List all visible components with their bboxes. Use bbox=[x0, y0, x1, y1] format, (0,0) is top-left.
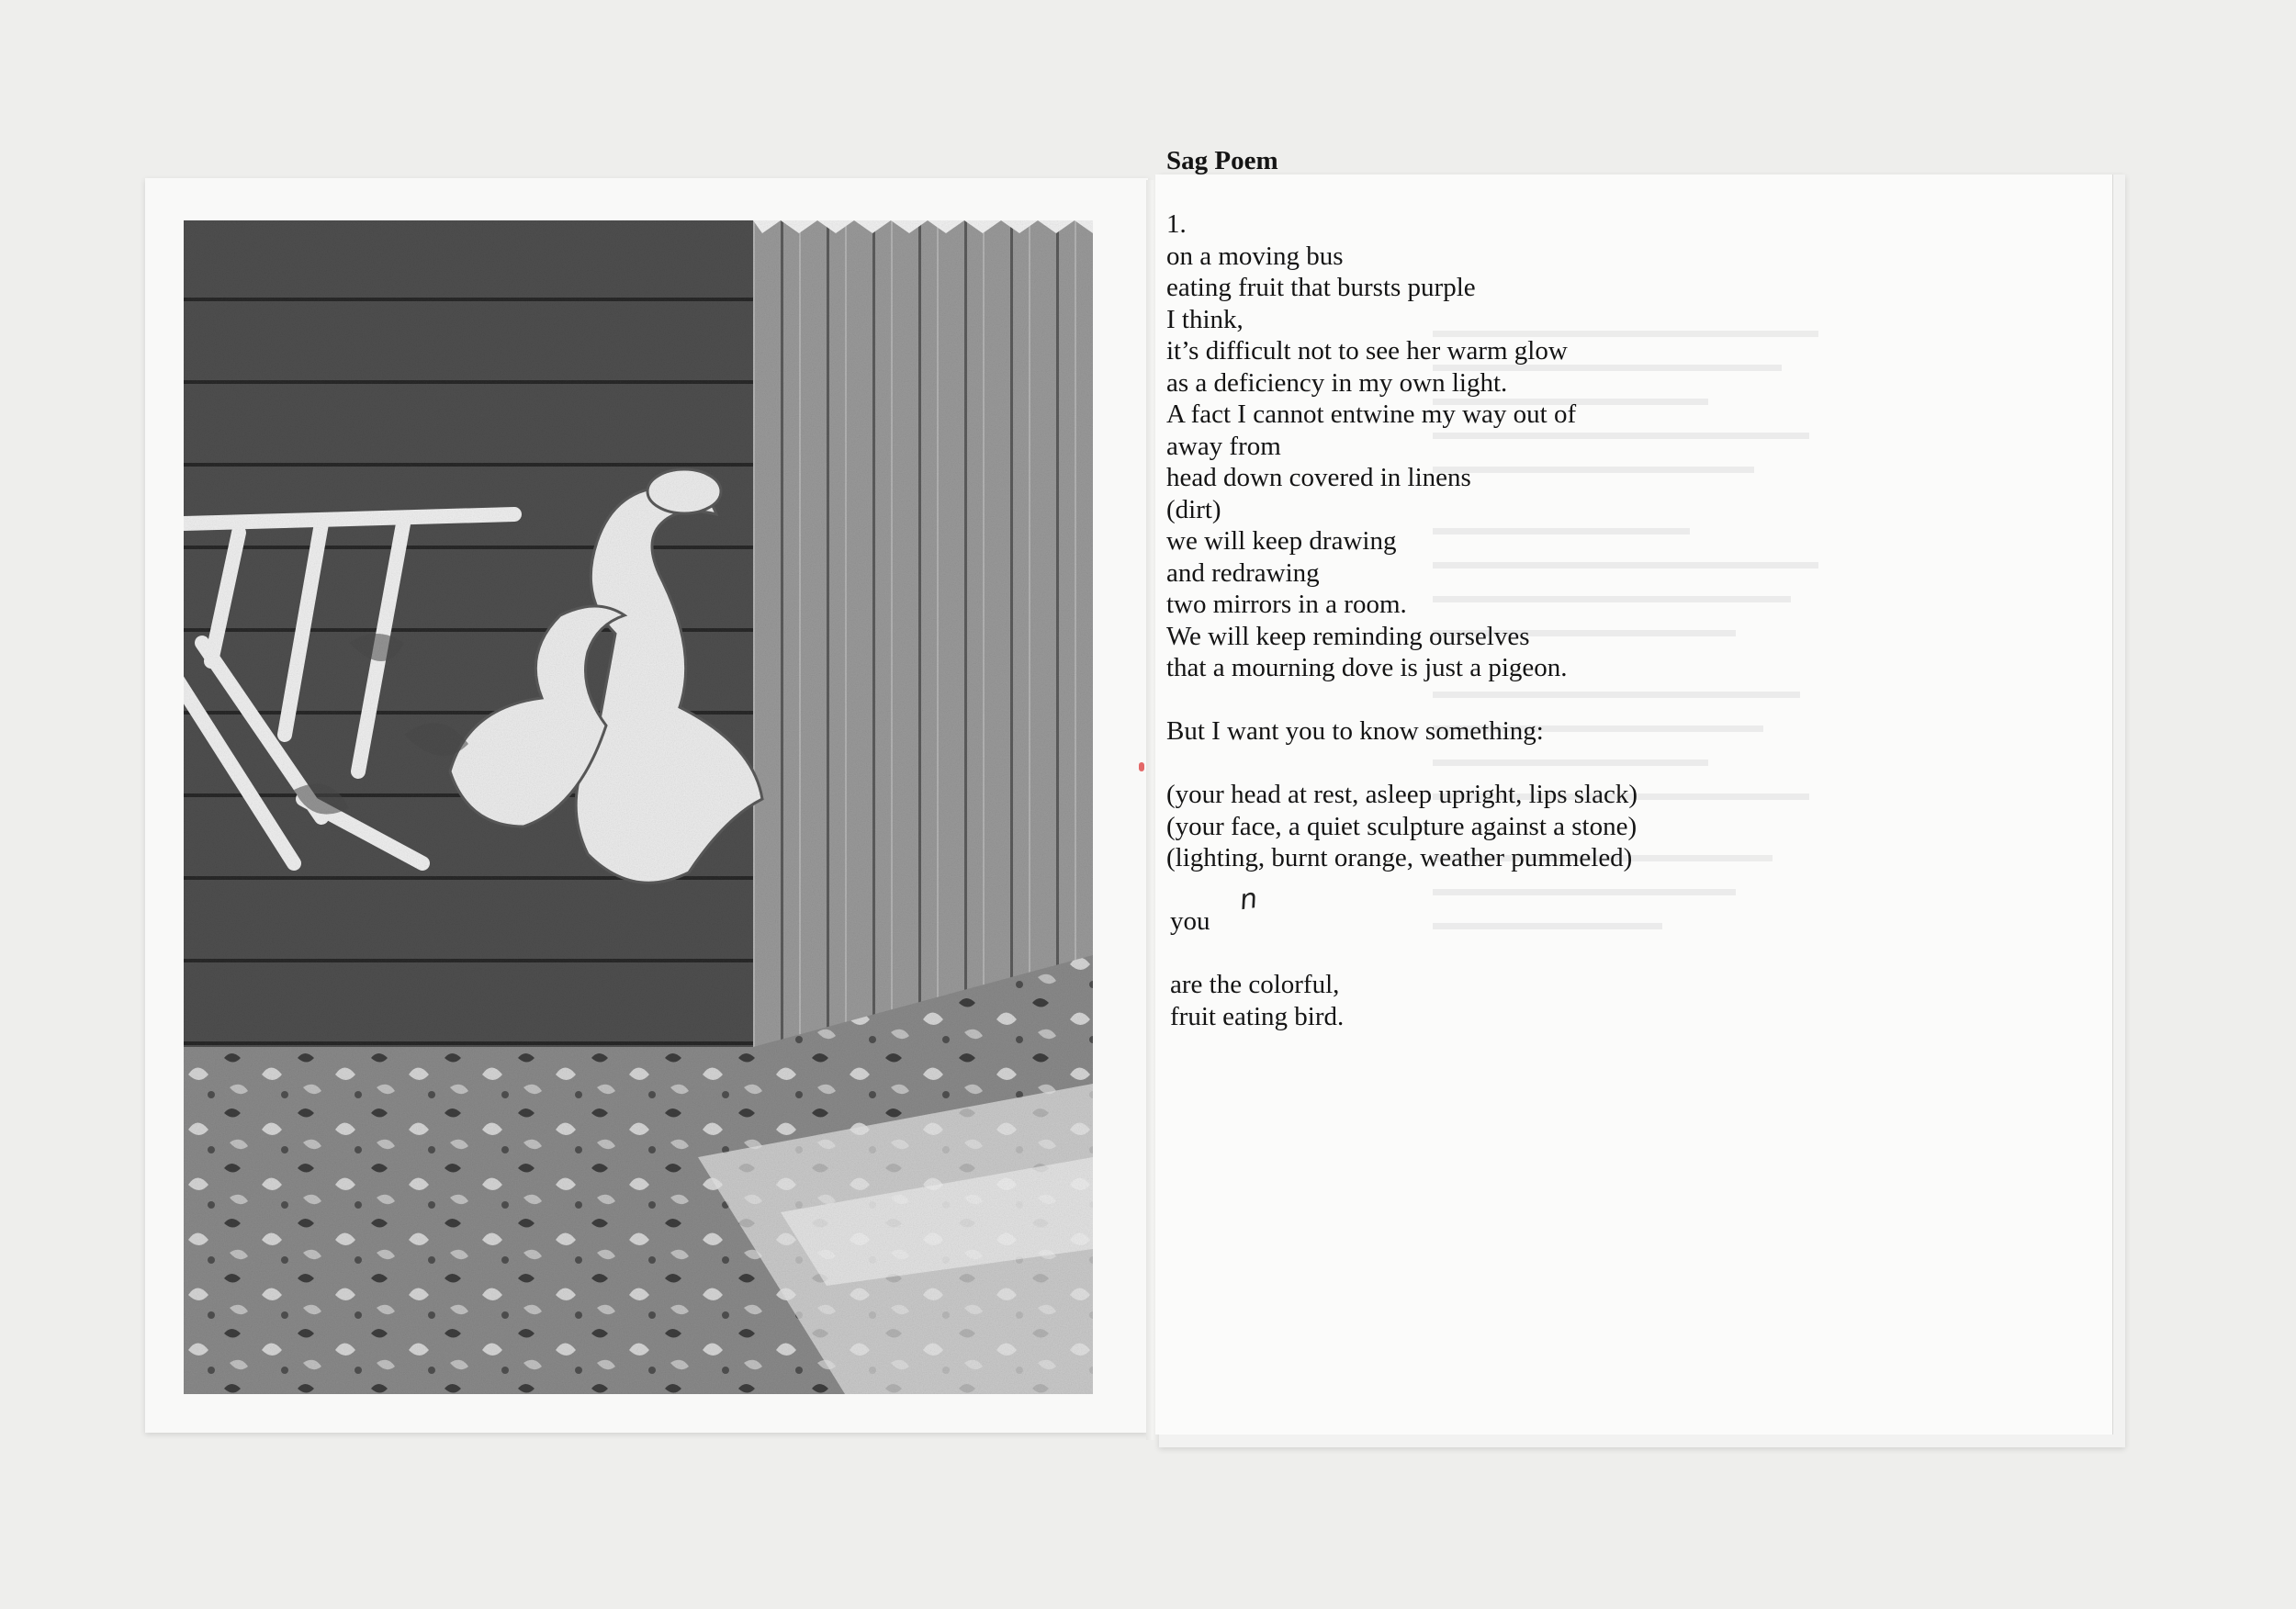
poem-line: fruit eating bird. bbox=[1170, 1001, 1345, 1031]
poem-line: are the colorful, bbox=[1170, 970, 1340, 999]
poem-line: (lighting, burnt orange, weather pummeled) bbox=[1166, 843, 1633, 872]
poem-line: But I want you to know something: bbox=[1166, 716, 1544, 746]
poem-line: I think, bbox=[1166, 304, 1244, 334]
poem-line: A fact I cannot entwine my way out of bbox=[1166, 399, 1577, 429]
poem-line: we will keep drawing bbox=[1166, 526, 1397, 556]
poem-line: it’s difficult not to see her warm glow bbox=[1166, 336, 1568, 366]
poem bbox=[1166, 145, 1809, 1032]
poem-line: eating fruit that bursts purple bbox=[1166, 273, 1476, 302]
stanza-4 bbox=[1166, 906, 1809, 938]
handwritten-correction: n bbox=[1237, 882, 1260, 917]
red-speck bbox=[1139, 762, 1144, 771]
stanza-3 bbox=[1166, 779, 1809, 874]
stanza-2 bbox=[1166, 715, 1809, 748]
poem-line: (your head at rest, asleep upright, lips slack) bbox=[1166, 780, 1638, 809]
poem-title: Sag Poem bbox=[1166, 146, 1278, 175]
poem-line: We will keep reminding ourselves bbox=[1166, 621, 1530, 651]
poem-line: two mirrors in a room. bbox=[1166, 590, 1407, 619]
poem-line: (dirt) bbox=[1166, 494, 1221, 524]
photo-illustration bbox=[184, 220, 1093, 1394]
stanza-1 bbox=[1166, 241, 1809, 684]
swan-statues-photo bbox=[184, 220, 1093, 1394]
poem-line: head down covered in linens bbox=[1166, 463, 1471, 492]
poem-line: away from bbox=[1166, 431, 1281, 461]
poem-line: (your face, a quiet sculpture against a stone) bbox=[1166, 811, 1638, 841]
left-page bbox=[145, 178, 1148, 1433]
poem-line: as a deficiency in my own light. bbox=[1166, 367, 1508, 398]
poem-line: on a moving bus bbox=[1166, 241, 1344, 271]
poem-line: you bbox=[1170, 906, 1210, 936]
poem-line: and redrawing bbox=[1166, 557, 1320, 588]
poem-line: that a mourning dove is just a pigeon. bbox=[1166, 653, 1568, 682]
section-number: 1. bbox=[1166, 209, 1187, 239]
stanza-5 bbox=[1166, 969, 1809, 1032]
